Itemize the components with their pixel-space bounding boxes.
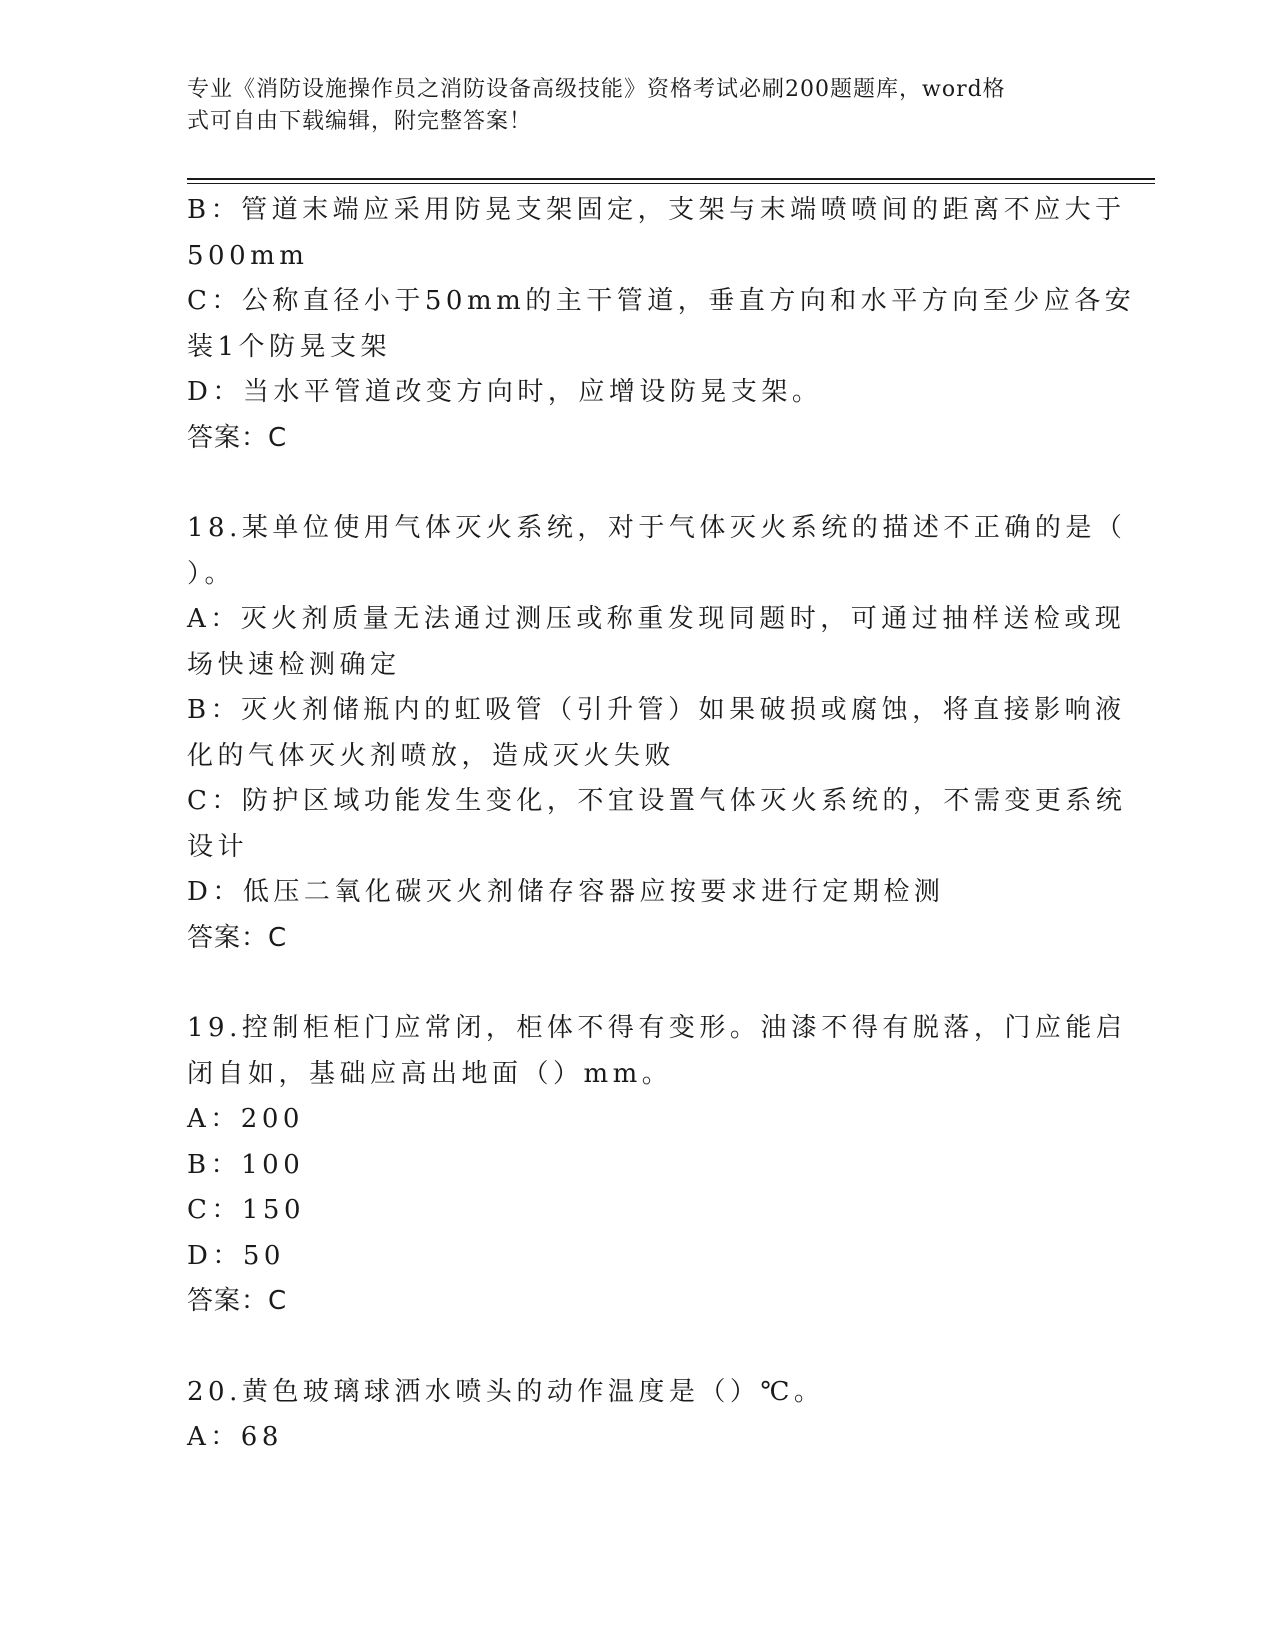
option-line: 装1个防晃支架 (187, 331, 392, 362)
answer-label: 答案：C (187, 922, 288, 953)
header-line: 专业《消防设施操作员之消防设备高级技能》资格考试必刷200题题库，word格 (187, 77, 1006, 102)
question-stem: ）。 (187, 558, 236, 589)
option-line: D：当水平管道改变方向时，应增设防晃支架。 (187, 377, 823, 407)
option-line: A：200 (187, 1104, 304, 1134)
option-line: B：灭火剂储瓶内的虹吸管（引升管）如果破损或腐蚀，将直接影响液 (187, 695, 1126, 725)
option-line: C：150 (187, 1195, 306, 1225)
option-line: 场快速检测确定 (187, 649, 401, 680)
question-stem: 闭自如，基础应高出地面（）mm。 (187, 1058, 673, 1089)
answer-label: 答案：C (187, 1286, 288, 1316)
question-18 (187, 506, 1127, 961)
document-header (187, 74, 1077, 138)
question-stem: 19.控制柜柜门应常闭，柜体不得有变形。油漆不得有脱落，门应能启 (187, 1013, 1127, 1043)
option-line: D：低压二氧化碳灭火剂储存容器应按要求进行定期检测 (187, 877, 945, 907)
option-line: C：防护区域功能发生变化，不宜设置气体灭火系统的，不需变更系统 (187, 786, 1127, 816)
answer-label: 答案：C (187, 422, 288, 453)
question-19 (187, 1006, 1127, 1325)
option-line: D：50 (187, 1240, 285, 1271)
option-line: 500mm (187, 240, 309, 271)
option-line: 化的气体灭火剂喷放，造成灭火失败 (187, 740, 676, 771)
option-line: A：灭火剂质量无法通过测压或称重发现同题时，可通过抽样送检或现 (187, 604, 1126, 634)
question-20 (187, 1370, 1087, 1461)
option-line: 设计 (187, 831, 249, 862)
option-line: C：公称直径小于50mm的主干管道，垂直方向和水平方向至少应各安 (187, 286, 1136, 316)
question-list (187, 188, 1136, 1461)
option-line: B：管道末端应采用防晃支架固定，支架与末端喷喷间的距离不应大于 (187, 195, 1126, 225)
option-line: B：100 (187, 1149, 305, 1180)
question-stem: 18.某单位使用气体灭火系统，对于气体灭火系统的描述不正确的是（ (187, 513, 1127, 543)
header-divider (187, 178, 1155, 180)
question-stem: 20.黄色玻璃球洒水喷头的动作温度是（）℃。 (187, 1376, 825, 1407)
header-divider-thin (187, 183, 1155, 184)
option-line: A：68 (187, 1422, 283, 1452)
continued-question (187, 188, 1136, 461)
header-line: 式可自由下载编辑，附完整答案！ (187, 109, 533, 134)
